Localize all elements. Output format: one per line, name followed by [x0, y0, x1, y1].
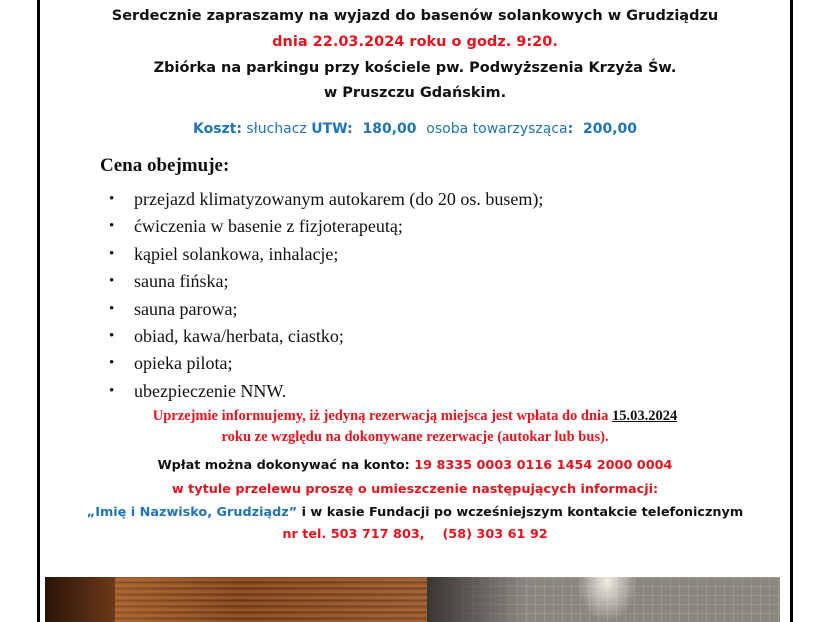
sauna-photo — [45, 577, 427, 622]
payment-cash-info: i w kasie Fundacji po wcześniejszym kontakcie telefonicznym — [297, 505, 744, 520]
cost-line — [40, 121, 790, 137]
includes-list — [100, 186, 543, 405]
payment-title-line — [40, 505, 790, 520]
header-date: dnia 22.03.2024 roku o godz. 9:20. — [272, 34, 558, 50]
reservation-notice-cont: roku ze względu na dokonywane rezerwacje (autokar lub bus). — [221, 429, 609, 445]
list-item: • kąpiel solankowa, inhalacje; — [100, 241, 543, 268]
list-item: • sauna parowa; — [100, 296, 543, 323]
list-item: • sauna fińska; — [100, 268, 543, 295]
reservation-notice — [40, 408, 790, 425]
list-item: • opieka pilota; — [100, 350, 543, 377]
includes-heading: Cena obejmuje: — [100, 155, 230, 176]
page-border-right — [790, 0, 793, 622]
payment-title-instruction: w tytule przelewu proszę o umieszczenie następujących informacji: — [171, 482, 659, 497]
cost-companion-label: osoba towarzysząca — [426, 121, 568, 137]
cost-utw-label: UTW: — [311, 121, 353, 137]
cost-utw-value: 180,00 — [352, 121, 427, 137]
cost-listener-label: słuchacz — [241, 121, 312, 137]
payment-account-line — [40, 458, 790, 473]
cost-label: Koszt: — [192, 121, 242, 137]
payment-title-text: „Imię i Nazwisko, Grudziądz” — [86, 505, 298, 520]
cost-colon: : — [567, 121, 574, 137]
payment-account-number: 19 8335 0003 0116 1454 2000 0004 — [414, 458, 673, 473]
list-item: • przejazd klimatyzowanym autokarem (do 20 os. busem); — [100, 186, 543, 213]
contact-phones: nr tel. 503 717 803, (58) 303 61 92 — [282, 527, 548, 542]
payment-account-label: Wpłat można dokonywać na konto: — [157, 458, 415, 473]
list-item: • ubezpieczenie NNW. — [100, 378, 543, 405]
header-invitation: Serdecznie zapraszamy na wyjazd do basenów solankowych w Grudziądzu — [111, 8, 719, 24]
header-meeting-point: Zbiórka na parkingu przy kościele pw. Podwyższenia Krzyża Św. — [153, 60, 677, 76]
photo-strip — [45, 577, 780, 622]
reservation-deadline: 15.03.2024 — [611, 408, 678, 424]
steam-room-photo — [427, 577, 780, 622]
list-item: • obiad, kawa/herbata, ciastko; — [100, 323, 543, 350]
list-item: • ćwiczenia w basenie z fizjoterapeutą; — [100, 213, 543, 240]
header-town: w Pruszczu Gdańskim. — [323, 85, 507, 101]
reservation-notice-text: Uprzejmie informujemy, iż jedyną rezerwacją miejsca jest wpłata do dnia — [152, 408, 612, 424]
cost-companion-value: 200,00 — [573, 121, 637, 137]
